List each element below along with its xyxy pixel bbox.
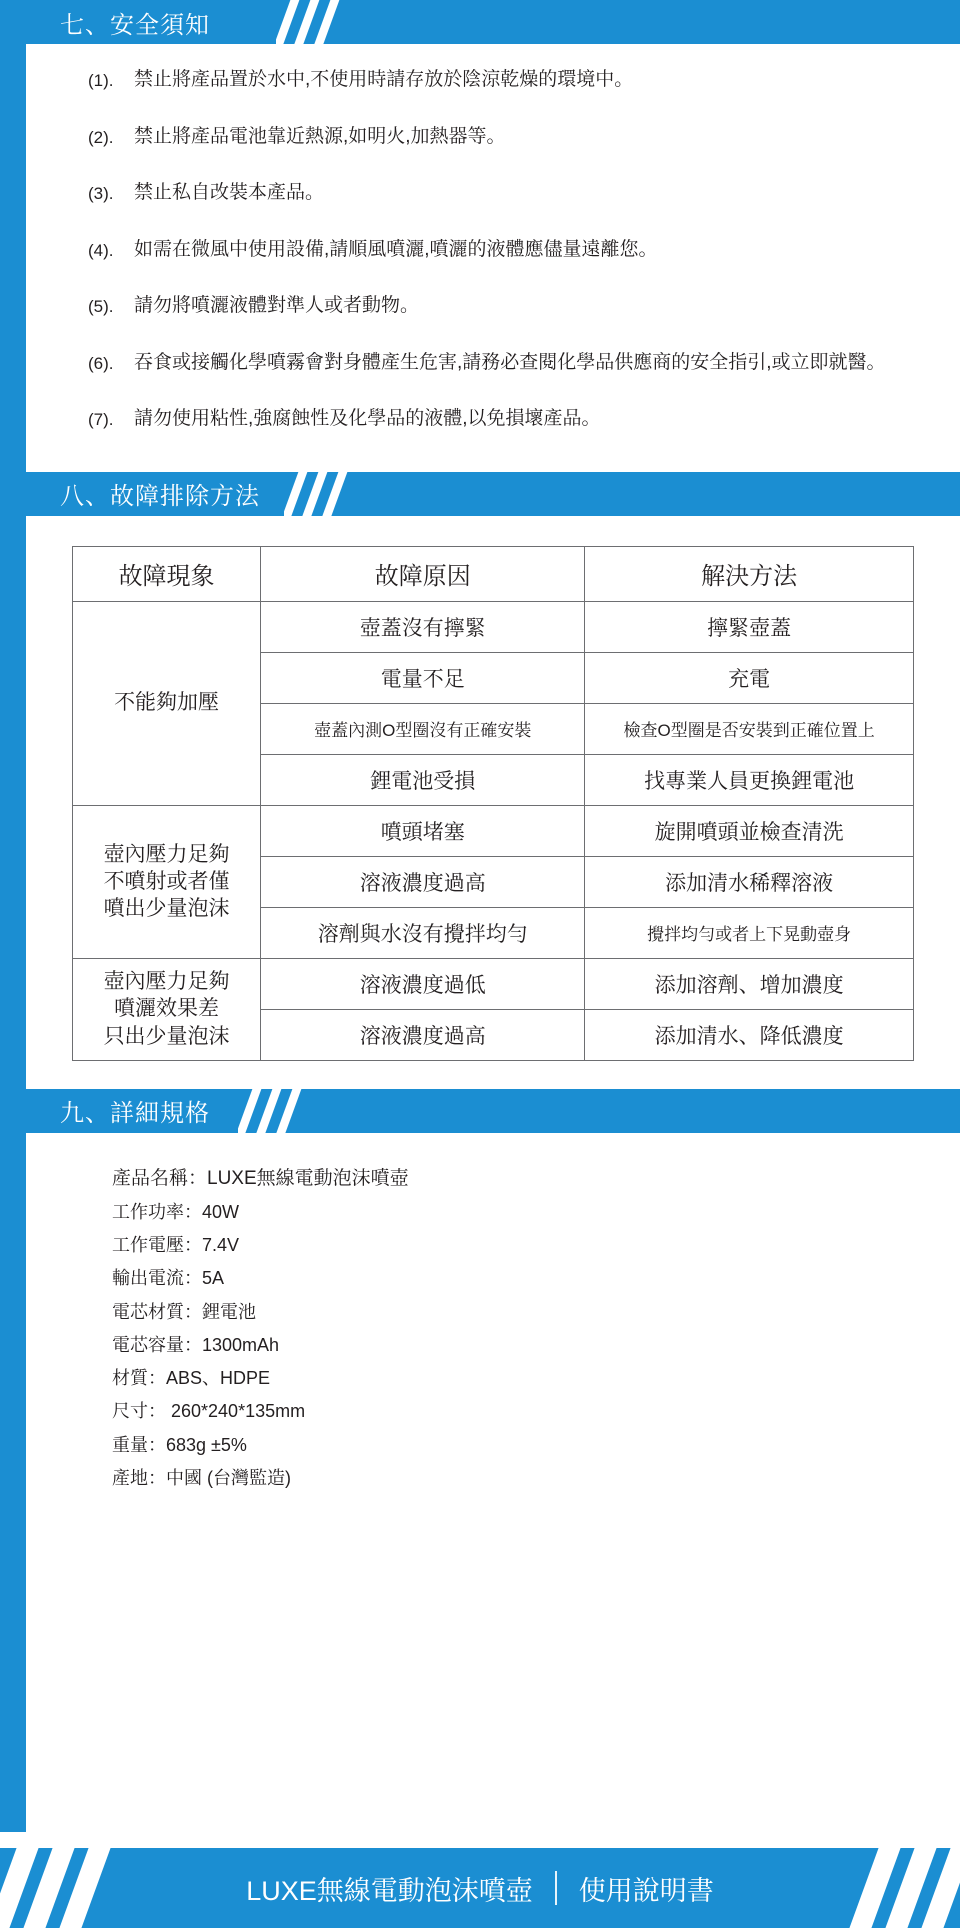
table-row — [73, 805, 914, 856]
spec-line: 工作電壓：7.4V — [112, 1234, 240, 1255]
item-text: 請勿將噴灑液體對準人或者動物。 — [134, 295, 420, 316]
section-header-specs — [26, 1089, 960, 1133]
spec-line: 工作功率：40W — [112, 1201, 240, 1222]
item-number: (7). — [88, 410, 114, 429]
cause-cell: 溶液濃度過高 — [261, 856, 585, 907]
solution-cell: 擰緊壺蓋 — [585, 601, 914, 652]
page-footer — [0, 1848, 960, 1928]
column-header-cause: 故障原因 — [261, 546, 585, 601]
spec-line: 輸出電流：5A — [112, 1268, 225, 1289]
spec-line: 重量：683g ±5% — [112, 1434, 247, 1455]
solution-cell: 旋開噴頭並檢查清洗 — [585, 805, 914, 856]
cause-cell: 壺蓋沒有擰緊 — [261, 601, 585, 652]
item-text: 如需在微風中使用設備,請順風噴灑,噴灑的液體應儘量遠離您。 — [134, 238, 658, 260]
solution-cell: 添加清水、降低濃度 — [585, 1009, 914, 1060]
solution-cell: 攪拌均勻或者上下晃動壺身 — [585, 907, 914, 958]
list-item — [88, 292, 920, 321]
list-item — [88, 123, 920, 152]
list-item — [88, 179, 920, 208]
symptom-cell: 壺內壓力足夠 噴灑效果差 只出少量泡沫 — [73, 958, 261, 1060]
list-item — [88, 349, 920, 378]
footer-text — [246, 1869, 714, 1908]
manual-page — [26, 0, 960, 1928]
cause-cell: 溶劑與水沒有攪拌均勻 — [261, 907, 585, 958]
item-number: (1). — [88, 71, 114, 90]
solution-cell: 找專業人員更換鋰電池 — [585, 754, 914, 805]
slash-decoration — [238, 1089, 308, 1133]
spec-line: 電芯材質：鋰電池 — [112, 1301, 256, 1322]
troubleshooting-table — [72, 546, 914, 1061]
item-number: (3). — [88, 184, 114, 203]
left-accent-bar — [0, 0, 26, 1848]
footer-divider — [555, 1871, 557, 1905]
list-item — [88, 66, 920, 95]
spec-line: 產品名稱：LUXE無線電動泡沫噴壺 — [112, 1167, 409, 1189]
item-number: (2). — [88, 127, 114, 147]
item-text: 禁止將產品置於水中,不使用時請存放於陰涼乾燥的環境中。 — [134, 69, 634, 90]
troubleshooting-table-wrap — [26, 516, 960, 1061]
spec-line: 產地：中國 (台灣監造) — [112, 1468, 291, 1489]
column-header-symptom: 故障現象 — [73, 546, 261, 601]
item-number: (6). — [88, 353, 114, 373]
spec-line: 電芯容量：1300mAh — [112, 1334, 280, 1355]
item-text: 請勿使用粘性,強腐蝕性及化學品的液體,以免損壞產品。 — [134, 408, 601, 429]
solution-cell: 添加清水稀釋溶液 — [585, 856, 914, 907]
table-header-row — [73, 546, 914, 601]
list-item — [88, 236, 920, 265]
solution-cell: 添加溶劑、增加濃度 — [585, 958, 914, 1009]
footer-gap — [0, 1832, 960, 1848]
footer-left-slashes — [0, 1848, 150, 1928]
slash-decoration — [276, 0, 346, 44]
item-text: 禁止將產品電池靠近熱源,如明火,加熱器等。 — [134, 125, 506, 147]
specs-list — [26, 1133, 960, 1496]
column-header-solution: 解決方法 — [585, 546, 914, 601]
spec-line: 材質：ABS、HDPE — [112, 1368, 271, 1389]
symptom-cell: 壺內壓力足夠 不噴射或者僅 噴出少量泡沫 — [73, 805, 261, 958]
footer-right-slashes — [810, 1848, 960, 1928]
section-header-troubleshooting — [26, 472, 960, 516]
item-number: (4). — [88, 240, 114, 260]
list-item — [88, 405, 920, 434]
cause-cell: 壺蓋內測O型圈沒有正確安裝 — [261, 703, 585, 754]
spec-line: 尺寸： 260*240*135mm — [112, 1401, 306, 1422]
item-number: (5). — [88, 297, 114, 316]
solution-cell: 充電 — [585, 652, 914, 703]
cause-cell: 噴頭堵塞 — [261, 805, 585, 856]
cause-cell: 電量不足 — [261, 652, 585, 703]
section-title-safety: 七、安全須知 — [60, 11, 210, 39]
cause-cell: 鋰電池受損 — [261, 754, 585, 805]
item-text: 禁止私自改裝本產品。 — [134, 182, 325, 203]
table-row — [73, 601, 914, 652]
footer-product-name: LUXE無線電動泡沫噴壺 — [246, 1875, 533, 1906]
cause-cell: 溶液濃度過高 — [261, 1009, 585, 1060]
table-row — [73, 958, 914, 1009]
section-header-safety — [26, 0, 960, 44]
item-text: 吞食或接觸化學噴霧會對身體產生危害,請務必查閱化學品供應商的安全指引,或立即就醫。 — [134, 351, 886, 373]
section-title-troubleshooting: 八、故障排除方法 — [60, 483, 260, 510]
safety-list — [26, 44, 960, 472]
section-title-specs: 九、詳細規格 — [60, 1100, 210, 1127]
slash-decoration — [284, 472, 354, 516]
cause-cell: 溶液濃度過低 — [261, 958, 585, 1009]
symptom-cell: 不能夠加壓 — [73, 601, 261, 805]
footer-doc-type: 使用說明書 — [578, 1875, 714, 1906]
solution-cell: 檢查O型圈是否安裝到正確位置上 — [585, 703, 914, 754]
